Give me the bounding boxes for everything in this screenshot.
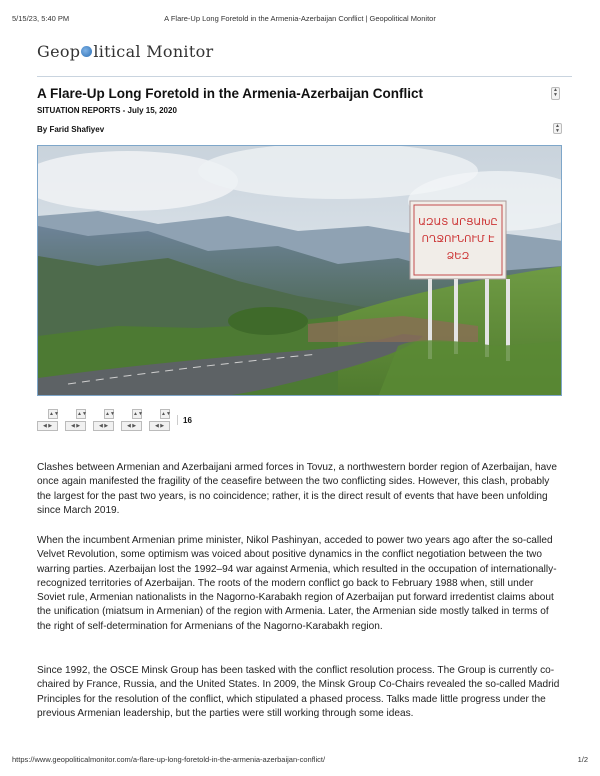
share-arrows-icon: ◀ ▶ xyxy=(37,421,58,431)
sign-text-line-3: ՁԵԶ xyxy=(446,251,470,262)
sign-text-line-1: ԱԶԱՏ ԱՐՑԱԽԸ xyxy=(418,217,498,228)
share-stepper-icon: ▲▼ xyxy=(77,411,87,417)
print-page-number: 1/2 xyxy=(577,755,588,764)
share-stepper-icon: ▲▼ xyxy=(133,411,143,417)
print-datetime: 5/15/23, 5:40 PM xyxy=(12,14,70,23)
print-page-title: A Flare-Up Long Foretold in the Armenia-Azerbaijan Conflict | Geopolitical Monitor xyxy=(164,14,436,23)
share-arrows-icon: ◀ ▶ xyxy=(121,421,142,431)
article-byline: By Farid Shafiyev xyxy=(37,125,105,134)
share-arrows-icon: ◀ ▶ xyxy=(65,421,86,431)
landscape-photo xyxy=(38,146,562,396)
print-header xyxy=(12,14,588,26)
byline-scroll-stepper[interactable]: ▲ ▼ xyxy=(553,123,562,134)
share-button-1[interactable] xyxy=(37,409,59,431)
logo-text-end: litical Monitor xyxy=(93,41,214,61)
share-button-4[interactable] xyxy=(121,409,143,431)
share-arrows-icon: ◀ ▶ xyxy=(93,421,114,431)
share-count: 16 xyxy=(183,415,192,425)
article-meta: SITUATION REPORTS - July 15, 2020 xyxy=(37,106,177,115)
print-footer xyxy=(12,755,588,764)
share-button-3[interactable] xyxy=(93,409,115,431)
share-arrows-icon: ◀ ▶ xyxy=(149,421,170,431)
article-paragraph-3: Since 1992, the OSCE Minsk Group has been tasked with the conflict resolution process. The Group is currently co-chaired by France, Russia, and the United States. In 2009, the Minsk Group Co-Chairs revealed the so-called Madrid Principles for the resolution of the conflict, which stipulated a phased process. Talks made little progress under the previous Armenian leadership, but the parties were still working through some ideas. xyxy=(37,665,560,719)
sign-text-line-2: ՈՂՋՈՒՆՈՒՄ Է xyxy=(421,234,495,245)
share-divider xyxy=(177,415,178,425)
article-paragraph-2: When the incumbent Armenian prime minister, Nikol Pashinyan, acceded to power two years ago after the so-called Velvet Revolution, some optimism was voiced about positive dynamics in the conflict negotiation between the two warring parties. Azerbaijan lost the 1992–94 war against Armenia, which resulted in the occupation of internationally-recognized territories of Azerbaijan. The roots of the modern conflict go back to February 1988 when, still under Soviet rule, Armenian nationalists in the Nagorno-Karabakh region of Azerbaijan put forward irredentist claims about the unification (miatsum in Armenian) of the region with Armenia. Later, the Armenian side mostly talked in terms of the right of self-determination for Armenians of the Nagorno-Karabakh region. xyxy=(37,535,557,632)
print-url[interactable]: https://www.geopoliticalmonitor.com/a-flare-up-long-foretold-in-the-armenia-azerbaijan-conflict/ xyxy=(12,755,326,764)
share-button-2[interactable] xyxy=(65,409,87,431)
headline-scroll-stepper[interactable]: ▲ ▼ xyxy=(551,87,560,100)
site-logo[interactable] xyxy=(37,40,213,62)
article-hero-image xyxy=(37,145,562,396)
share-button-5[interactable] xyxy=(149,409,171,431)
article-paragraph-1: Clashes between Armenian and Azerbaijani armed forces in Tovuz, a northwestern border region of Azerbaijan, have once again manifested the fragility of the ceasefire between the two conflicting sides. However, this clash, probably the largest for the past two years, is no coincidence; rather, it is the direct result of events that have been unfolding since March 2019. xyxy=(37,462,557,516)
article-headline: A Flare-Up Long Foretold in the Armenia-Azerbaijan Conflict xyxy=(37,86,424,101)
share-bar xyxy=(37,408,192,432)
logo-text-start: Geop xyxy=(37,41,81,61)
header-divider xyxy=(37,76,572,77)
share-stepper-icon: ▲▼ xyxy=(49,411,59,417)
share-stepper-icon: ▲▼ xyxy=(161,411,171,417)
globe-icon xyxy=(81,46,92,57)
share-stepper-icon: ▲▼ xyxy=(105,411,115,417)
